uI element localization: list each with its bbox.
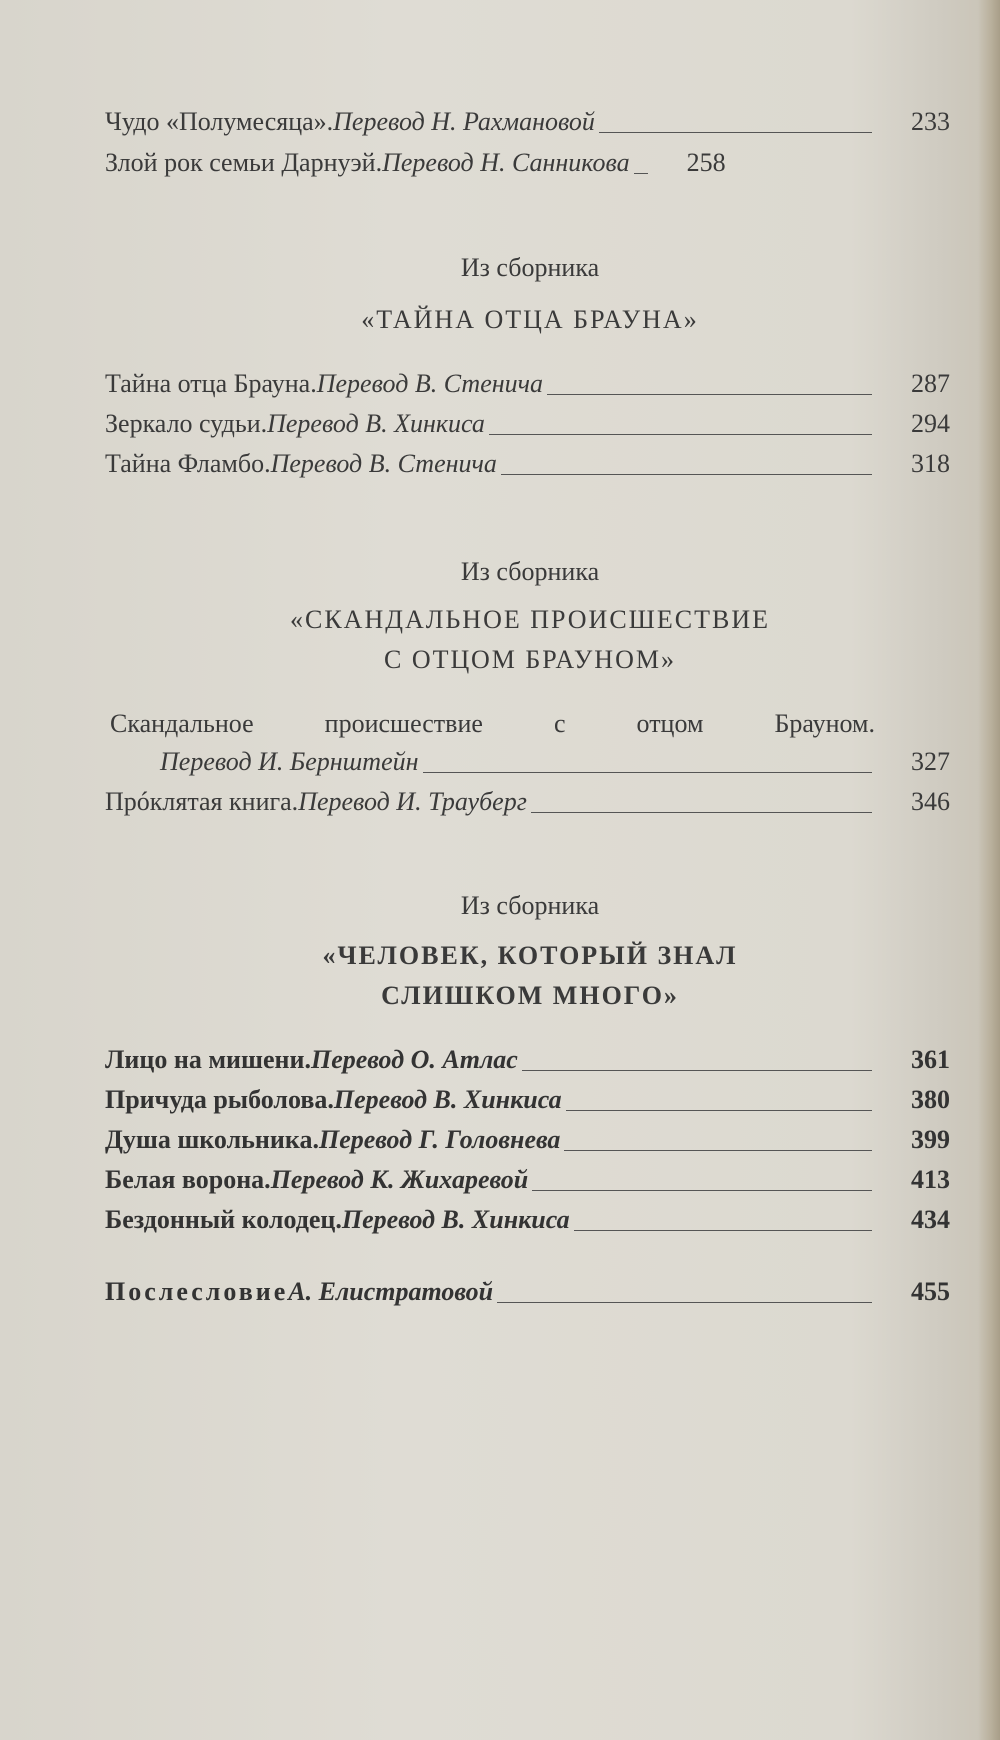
dot-leader	[566, 1110, 872, 1111]
dot-leader	[634, 173, 648, 174]
toc-entry-mirror-of-the-magistrate	[105, 404, 950, 444]
toc-entry-white-pillars	[105, 1160, 950, 1200]
entry-page-number: 318	[911, 449, 950, 478]
entry-page-number: 346	[911, 787, 950, 816]
entry-page-number: 287	[911, 369, 950, 398]
entry-page-number: 294	[911, 409, 950, 438]
entry-title: Чудо «Полумесяца».	[105, 107, 334, 136]
collection-prefix: Из сборника	[460, 253, 600, 282]
collection-title-line-1: «СКАНДАЛЬНОЕ ПРОИСШЕСТВИЕ	[289, 605, 771, 634]
collection-prefix: Из сборника	[460, 891, 600, 920]
entry-title: Лицо на мишени.	[105, 1045, 311, 1074]
entry-translator: Перевод В. Хинкиса	[333, 1085, 562, 1114]
entry-translator: Перевод В. Хинкиса	[267, 409, 485, 438]
entry-translator: Перевод Н. Рахмановой	[333, 107, 595, 136]
entry-page-number: 434	[911, 1205, 950, 1234]
entry-page-number: 361	[911, 1045, 950, 1074]
entry-page-number: 455	[911, 1277, 950, 1306]
entry-title: Злой рок семьи Дарнуэй.	[105, 148, 383, 177]
collection-title-line-1: «ЧЕЛОВЕК, КОТОРЫЙ ЗНАЛ	[322, 941, 738, 970]
dot-leader	[531, 812, 872, 813]
dot-leader	[497, 1302, 872, 1303]
entry-translator: Перевод В. Стенича	[270, 449, 497, 478]
entry-title: Послесловие	[105, 1277, 289, 1306]
entry-page-number: 399	[911, 1125, 950, 1154]
entry-title: Зеркало судьи.	[105, 409, 268, 438]
toc-entry-afterword	[105, 1272, 950, 1312]
toc-entry-face-in-the-target	[105, 1040, 950, 1080]
toc-entry-secret-of-father-brown	[105, 364, 950, 404]
entry-translator: Перевод И. Бернштейн	[160, 747, 419, 776]
entry-page-number: 258	[686, 148, 726, 177]
entry-translator: Перевод Г. Головнева	[318, 1125, 561, 1154]
toc-entry-doom-of-the-darnaways	[105, 143, 950, 183]
entry-title: Душа школьника.	[105, 1125, 319, 1154]
dot-leader	[564, 1150, 872, 1151]
entry-page-number: 380	[911, 1085, 950, 1114]
entry-title: Причуда рыболова.	[105, 1085, 334, 1114]
entry-page-number: 233	[911, 107, 950, 136]
toc-entry-scandal-title: Скандальное происшествие с отцом Брауном.	[110, 709, 875, 738]
dot-leader	[489, 434, 872, 435]
dot-leader	[547, 394, 872, 395]
entry-title: Бездонный колодец.	[105, 1205, 342, 1234]
dot-leader	[574, 1230, 872, 1231]
toc-entry-bottomless-well	[105, 1200, 950, 1240]
toc-entry-secret-of-flambeau	[105, 444, 950, 484]
toc-entry-blast-of-the-book	[105, 782, 950, 822]
entry-translator: Перевод О. Атлас	[310, 1045, 518, 1074]
toc-entry-soul-of-the-schoolboy	[105, 1120, 950, 1160]
entry-translator: Перевод И. Трауберг	[298, 787, 527, 816]
entry-translator: Перевод Н. Санникова	[382, 148, 630, 177]
collection-title-line-2: СЛИШКОМ МНОГО»	[381, 981, 679, 1010]
collection-prefix: Из сборника	[460, 557, 600, 586]
entry-translator: Перевод В. Хинкиса	[341, 1205, 570, 1234]
toc-entry-scandal-of-father-brown	[160, 742, 950, 782]
entry-translator: Перевод К. Жихаревой	[270, 1165, 529, 1194]
entry-translator: А. Елистратовой	[288, 1277, 494, 1306]
dot-leader	[522, 1070, 872, 1071]
entry-title: Тайна отца Брауна.	[105, 369, 317, 398]
entry-translator: Перевод В. Стенича	[316, 369, 544, 398]
dot-leader	[423, 772, 872, 773]
collection-title-line-2: С ОТЦОМ БРАУНОМ»	[384, 645, 676, 674]
dot-leader	[501, 474, 872, 475]
toc-entry-fad-of-the-fisherman	[105, 1080, 950, 1120]
entry-title: Тайна Фламбо.	[105, 449, 271, 478]
toc-entry-miracle-of-moon-crescent	[105, 102, 950, 142]
entry-title: Прóклятая книга.	[105, 787, 299, 816]
collection-title: «ТАЙНА ОТЦА БРАУНА»	[361, 305, 699, 334]
dot-leader	[532, 1190, 872, 1191]
entry-title: Белая ворона.	[105, 1165, 271, 1194]
entry-page-number: 327	[911, 747, 950, 776]
dot-leader	[599, 132, 872, 133]
entry-page-number: 413	[911, 1165, 950, 1194]
